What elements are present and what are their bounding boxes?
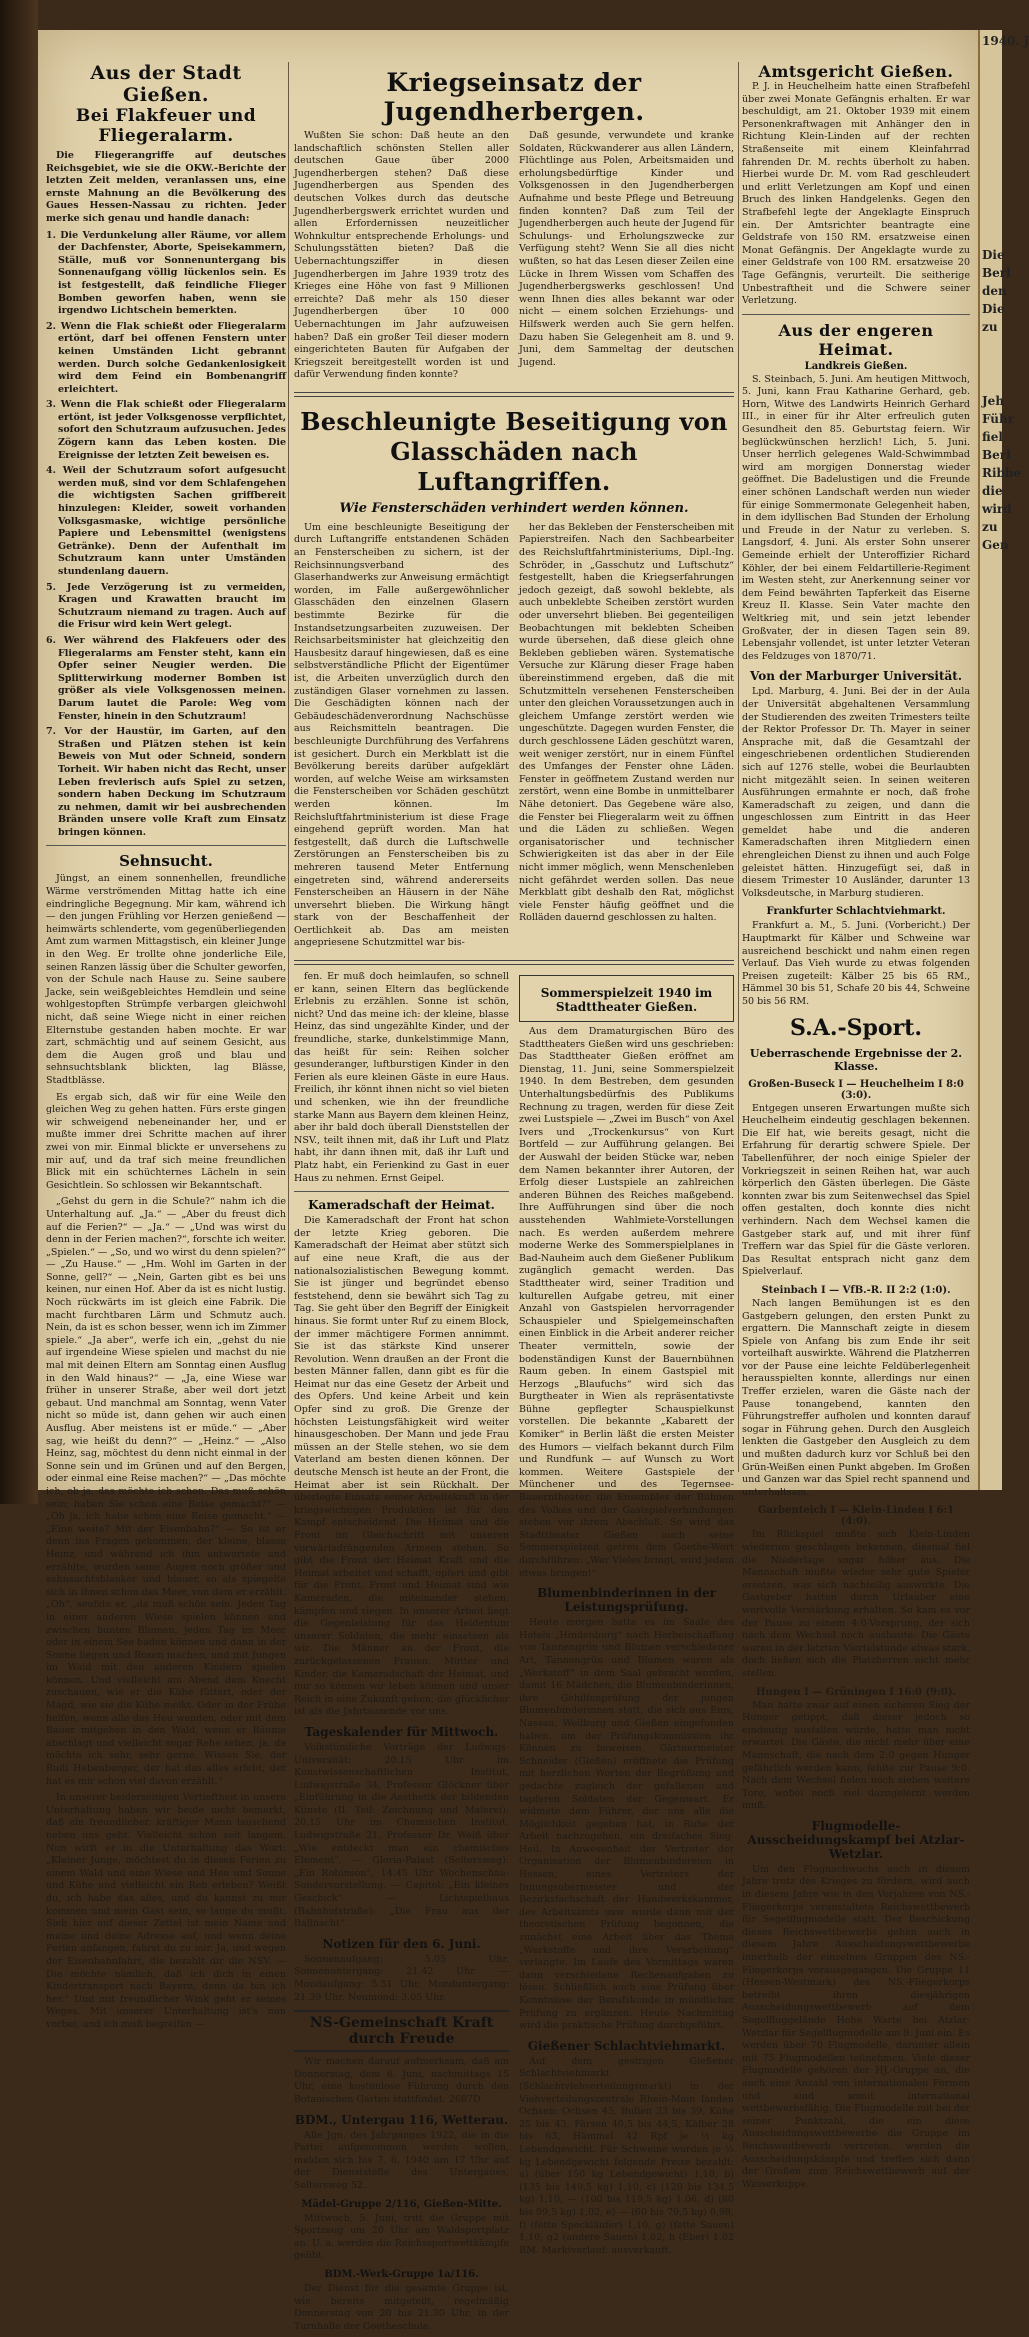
article-text: her das Bekleben der Fensterscheiben mit Papierstreifen. Nach den Sachbearbeiter des Reichsluftfahrtministeriums, Dipl.-Ing. Schröder, in „Gasschutz und Luftschutz“ festgestellt, haben die Kriegserfahrungen jedoch gezeigt, daß sowohl beklebte, als auch unbeklebte Scheiben zerstört wurden oder unversehrt blieben. Bei gegenteiligen Beobachtungen mit beklebten Scheiben wurde übersehen, daß diese gleich ohne Bekleben geblieben wären. Systematische Versuche zur Klärung dieser Frage haben übereinstimmend ergeben, daß die mit Schutzmitteln versehenen Fensterscheiben unter den gleichen Voraussetzungen auch in gleichem Umfange zerstört werden wie ungeschützte. Dagegen wurden Fenster, die durch geschlossene Läden geschützt waren, weit weniger zerstört, nur in einem Fünftel des Umfanges der Fenster ohne Läden. Fenster in geöffnetem Zustand werden nur zerstört, wenn eine Bombe in unmittelbarer Nähe detoniert. Das Gegebene wäre also, die Fenster bei Fliegeralarm weit zu öffnen und die Läden zu schließen. Wegen organisatorischer und technischer Schwierigkeiten ist das aber in der Eile nicht immer möglich, wenn Menschenleben nicht gefährdet werden sollen. Das neue Merkblatt gibt deshalb den Rat, möglichst viele Fenster häufig geöffnet und die Rolläden dauernd geschlossen zu halten.: [519, 521, 734, 924]
edge-text: Die: [982, 302, 1005, 316]
edge-text: Führ: [982, 412, 1015, 426]
edge-text: wird: [982, 502, 1012, 516]
column-rule-2: [738, 62, 739, 1472]
divider: [294, 392, 734, 397]
heading-blumenbinderinnen: Blumenbinderinnen in der Leistungsprüfung.: [537, 1586, 716, 1615]
heading-frankfurt: Frankfurter Schlachtviehmarkt.: [766, 906, 946, 918]
heading-marburg: Von der Marburger Universität.: [749, 669, 962, 684]
column-left: [46, 62, 286, 2036]
article-text: Nach langen Bemühungen ist es den Gastgebern gelungen, den ersten Punkt zu ergattern. Die Mannschaft zeigte in diesem Spiele von Anfang bis zum Ende ihr seit vorteilhaft auswirkte. Während die Platzherren vor der Pause eine leichte Feldüberlegenheit herausspielten konnte, allerdings nur einen Treffer erzielen, waren die Gäste nach der Pause tonangebend, kannten den Führungstreffer aufholen und konnten darauf sogar in Führung gehen. Durch den Ausgleich lenkten die Gastgeber den Ausgleich zu dem und mußten dadurch kurz vor Schluß bei den Grün-Weißen einen Punkt abgeben. Im Großen und Ganzen war das Spiel recht spannend und unterhaltsam.: [742, 1297, 970, 1498]
binding-gutter: [0, 0, 38, 1504]
edge-text: zu: [982, 520, 998, 534]
flak-rule: 6. Wer während des Flakfeuers oder des Fliegeralarms am Fenster steht, kann ein Opfer seiner Neugier werden. Die Splitterwirkung moderner Bomben ist größer als viele Volksgenossen meinen. Darum lautet die Parole: Weg vom Fenster, hinein in den Schutzraum!: [46, 634, 286, 722]
article-text: Man hatte zwar auf einen sicheren Sieg der Hunger getippt, daß dieser jedoch so eindeutig ausfallen würde, hatte man nicht erwartet. Die Gäste, die nicht mehr über eine Mannschaft, die nach dem 2:0 gegen Hunger gefährlich werden kann, fehlte zur Pause 9:0. Nach dem Wechsel fielen noch sieben weitere Tore, wobei noch viel dazugelernt werden muß.: [742, 1699, 970, 1812]
article-text: Wir machen darauf aufmerksam, daß am Donnerstag, dem 6. Juni, nachmittags 15 Uhr, eine kostenlose Führung durch den Botanischen Garten stattfindet. 2687D: [294, 2056, 509, 2105]
article-text: S. Steinbach, 5. Juni. Am heutigen Mittwoch, 5. Juni, kann Frau Katharine Gerhard, geb. Horn, Witwe des Landwirts Heinrich Gerhard III., in einer für ihr Alter erfreulich guten Gesundheit den 85. Geburtstag feiern. Wir beglückwünschen herzlich! Lich, 5. Juni. Unser herrlich gelegenes Wald-Schwimmbad wird am morgigen Donnerstag wieder geöffnet. Die Badelustigen und die Freunde einer schönen Landschaft werden nun wieder für einige Sommermonate Gelegenheit haben, in dem idyllischen Bad Stunden der Erholung und Freude in der Natur zu verleben. S. Langsdorf, 4. Juni. Als erster Sohn unserer Gemeinde erhielt der Unteroffizier Richard Köhler, der bei einem Feldartillerie-Regiment im Westen steht, zur Anerkennung seiner vor dem Feind bewährten Tapferkeit das Eiserne Kreuz II. Klasse. Sein Vater machte den Weltkrieg mit, und sein jetzt lebender Großvater, der in diesen Tagen sein 89. Lebensjahr vollendet, ist unter letzter Veteran des Feldzuges von 1870/71.: [742, 373, 970, 662]
newspaper-page: [38, 30, 978, 2332]
column-right: [742, 62, 970, 2195]
edge-text: den: [982, 284, 1007, 298]
heading-sa-sport: S.A.-Sport.: [790, 1014, 922, 1041]
article-text: Entgegen unseren Erwartungen mußte sich Heuchelheim eindeutig geschlagen bekennen. Die Elf hat, wie bereits gesagt, nicht die Erfahrung für derartig schwere Spiele. Der Tabellenführer, der noch einige Spieler der Vorkriegszeit in seinen Reihen hat, war auch körperlich den Gästen überlegen. Die Gäste konnten zwar bis zum Seitenwechsel das Spiel offen gestalten, doch konnte dies nicht verhindern. Nach dem Wechsel kamen die Gastgeber stark auf, und mit ihrer fünf Treffern war das Spiel für die Gäste verloren. Das Resultat entsprach nicht ganz dem Spielverlauf.: [742, 1102, 970, 1278]
edge-text: Die: [982, 248, 1005, 262]
divider: [742, 314, 970, 315]
heading-schlachtviehmarkt: Gießener Schlachtviehmarkt.: [527, 2038, 726, 2053]
heading-sommerspielzeit: Sommerspielzeit 1940 im Stadttheater Gießen.: [540, 986, 713, 1015]
edge-text: Ribbe: [982, 466, 1021, 480]
flak-rule: 2. Wenn die Flak schießt oder Fliegeralarm ertönt, darf bei offenen Fenstern unter keinen Umständen Licht gebrannt werden. Durch solche Gedankenlosigkeit wird dem Feind ein Bombenangriff erleichtert.: [46, 320, 286, 395]
heading-bdm: BDM., Untergau 116, Wetterau.: [294, 2112, 509, 2127]
section-heading-city: Aus der Stadt Gießen.: [90, 62, 242, 106]
subheading-landkreis: Landkreis Gießen.: [804, 360, 908, 372]
subheadline-glass-damage: Wie Fensterschäden verhindert werden können.: [339, 500, 689, 516]
story-paragraph: „Gehst du gern in die Schule?“ nahm ich die Unterhaltung auf. „Ja.“ — „Aber du freust dich auf die Ferien?“ — „Ja.“ — „Und was wirst du denn in der Ferien machen?“, forschte ich weiter. „Spielen.“ — „So, und wo wirst du denn spielen?“ — „Zu Hause.“ — „Hm. Wohl im Garten in der Sonne, gell?“ — „Nein, Garten gibt es bei uns keinen, nur einen Hof. Aber da ist es nicht lustig. Noch rückwärts im ist gleich eine Fabrik. Die macht furchtbaren Lärm und Schmutz auch. Nein, da ist es schon besser, wenn ich im Zimmer spiele.“ „Ja aber“, werfe ich ein, „gehst du nie auf irgendeine Wiese spielen und machst du nie mal mit deinen Eltern am Sonntag einen Ausflug in den Wald hinaus?“ — „Ja, eine Wiese war früher in unserer Straße, aber weil dort jetzt gebaut. Und manchmal am Sonntag, wenn Vater nicht so müde ist, dann gehen wir auch einen Ausflug. Aber meistens ist er müde.“ — „Aber sag, wie heißt du denn?“ — „Heinz.“ — „Also Heinz, sag, möchtest du denn nicht einmal in der Sonne sein und im Grünen und auf den Bergen, oder einmal eine Reise machen?“ — „Das möchte ich, ob ja, das möchte ich schon. Das muß schön sein; haben Sie schon eine Reise gemacht?“ — „Oh ja, ich habe schon eine Reise gemacht.“ — „Eine weite? Mit der Eisenbahn?“ — So ist er denn ins Fragen gekommen, der kleine, blasse Heinz, und während ich ihm antwortete und erzählte, wurden seine Augen noch größer und sehnsuchtsblanker und blauer, so als spiegelte sich in ihnen schon das Meer, von dem er erzählt. „Oh“, seufzte er, „da muß schön sein. Jeden Tag in einer anderen Wiese spielen können und zwischen bunten Blumen, jeden Tag im Meer oder in einem See baden können und dann in der Sonne liegen und Rosen machen, und mit Jungen im Wald mit den anderen Kindern spielen können. Und vielleicht am Abend dem Knecht zuschauen, wie er die Kühe füttert, oder der Magd, wie sie die Kühe melkt. Oder in der Frühe helfen, wenn alle das Heu wenden, oder mit dem Bauer mitgehen in den Wald, wenn er Bäume abschlagt und vielleicht sogar Rehe sehen, ja, da möchte ich sehr, sehr gerne. Wissen Sie, der Rudi Hebenberger, der hat das alles erlebt, der hat es mir schon viel davon erzählt.“: [46, 1196, 286, 1787]
heading-amtsgericht: Amtsgericht Gießen.: [758, 62, 954, 81]
article-text: P. J. in Heuchelheim hatte einen Strafbefehl über zwei Monate Gefängnis erhalten. Er war beschuldigt, am 21. Oktober 1939 mit einem Personenkraftwagen mit Anhänger den in Richtung Klein-Linden auf der rechten Straßenseite mit einem Kleinfahrrad fahrenden Dr. M. rechts überholt zu haben. Hierbei wurde Dr. M. vom Rad geschleudert und erlitt Verletzungen am Kopf und einen Bruch des linken Handgelenks. Gegen den Strafbefehl legte der Angeklagte Einspruch ein. Der Amtsrichter beantragte eine Geldstrafe von 150 RM. ersatzweise einen Monat Gefängnis. Der Angeklagte wurde zu einer Geldstrafe von 100 RM. ersatzweise 20 Tage Gefängnis, verurteilt. Die seitherige Unbestraftheit und die Schwere seiner Verletzung.: [742, 81, 970, 307]
story-continuation: fen. Er muß doch heimlaufen, so schnell er kann, seinen Eltern das beglückende Erlebnis zu erzählen. Sonne ist schön, nicht? Und das meine ich: der kleine, blasse Heinz, das sind ungezählte Kinder, und der freundliche, starke, dunkelstimmige Mann, das heißt für sein: Reihen solcher gesunderanger, luftburstigen Kinder in den Ferien als eure kleinen Gäste in eure Haus. Freilich, ihr könnt ihnen nicht so viel bieten und schenken, wie ihn der freundliche starke Mann aus Bayern dem kleinen Heinz, aber ihr bald doch überall Dienststellen der NSV., teilt ihnen mit, daß ihr Luft und Platz habt, ihr dann ihnen mit, daß ihr Luft und Platz habt, ein Ferienkind zu Gast in euer Haus zu nehmen. Ernst Geipel.: [294, 971, 509, 1184]
article-text: Daß gesunde, verwundete und kranke Soldaten, Rückwanderer aus allen Ländern, Flüchtlinge aus Polen, Arbeitsmaiden und erholungsbedürftige Kinder und Volksgenossen in den Jugendherbergen Aufnahme und beste Pflege und Betreuung finden konnten? Daß zum Teil der Jugendherbergen auch heute der Jugend für Schulungs- und Erholungszwecke zur Verfügung steht? Wenn Sie all dies nicht wußten, so hat das Lesen dieser Zeilen eine Lücke in Ihrem Wissen vom Schaffen des Jugendherbergswerks geschlossen! Und wenn Ihnen dies alles bekannt war oder nicht — einem solchen Erziehungs- und Hilfswerk werden auch Sie gern helfen. Dazu haben Sie Gelegenheit am 8. und 9. Juni, dem Sammeltag der deutschen Jugend.: [519, 130, 734, 368]
heading-kameradschaft: Kameradschaft der Heimat.: [308, 1198, 495, 1213]
match-result: Steinbach I — VfB.-R. II 2:2 (1:0).: [761, 1284, 951, 1296]
headline-flak: Bei Flakfeuer und Fliegeralarm.: [75, 106, 257, 146]
headline-youth-hostels: Kriegseinsatz der Jugendherbergen.: [383, 68, 645, 126]
edge-text: fiel: [982, 430, 1003, 444]
article-text: Mittwoch, 5. Juni, tritt die Gruppe mit Sportzeug um 20 Uhr am Waldsportplatz an. U. a. werden die Reichssportwettkämpfe geübt.: [294, 2212, 509, 2262]
subheading-sport: Ueberraschende Ergebnisse der 2. Klasse.: [749, 1046, 963, 1073]
article-text: Lpd. Marburg, 4. Juni. Bei der in der Aula der Universität abgehaltenen Versammlung der Studierenden des zweiten Trimesters teilte der Rektor Professor Dr. Th. Mayer in seiner Ansprache mit, daß die Gesamtzahl der eingeschriebenen ordentlichen Studierenden sich auf 1276 stelle, wobei die Beurlaubten nicht mitgezählt seien. In seinen weiteren Ausführungen ermahnte er noch, daß frohe Kameradschaft zu zeigen, und dann die ungeschlossen zum Eintritt in das Heer gemeldet habe und die anderen Kameradschaften ihren Mitgliedern einen ehrengleichen Dienst zu ihnen und auch Folge geleistet hätten. Hinzugefügt sei, daß in diesem Trimester 10 Ausländer, darunter 13 Volksdeutsche, in Marburg studieren.: [742, 686, 970, 899]
edge-text: zu: [982, 320, 998, 334]
column-rule-1: [288, 62, 289, 1472]
article-text: Aus dem Dramaturgischen Büro des Stadttheaters Gießen wird uns geschrieben: Das Stadttheater Gießen eröffnet am Dienstag, 11. Juni, seine Sommerspielzeit 1940. In dem Bestreben, dem gesunden Unterhaltungsbedürfnis des Publikums Rechnung zu tragen, werden für diese Zeit zwei Lustspiele — „Zwei im Busch“ von Axel Ivers und „Trockenkursus“ von Kurt Bortfeld — zur Aufführung gelangen. Bei der Auswahl der beiden Stücke war, neben dem Namen bekannter ihrer Autoren, der Erfolg dieser Lustspiele an zahlreichen anderen Bühnen des Reiches maßgebend. Ihre Aufführungen sind über die noch ausstehenden Wahlmiete-Vorstellungen nach. Es werden außerdem mehrere moderne Werke des Sommerspielplanes in Bad-Nauheim auch dem Gießener Publikum zugänglich gemacht werden. Das Stadttheater wird, seiner Tradition und kulturellen Aufgabe getreu, mit einer Anzahl von Gastspielen hervorragender Schauspieler und Spielgemeinschaften einen Einblick in die Arbeit anderer reicher Theater vermitteln, sowie der bodenständigen Kunst der Bauernbühnen Raum geben. In einem Gastspiel mit Herzogs „Blaufuchs“ wird sich das Burgtheater in Wien als repräsentativste Bühne gepflegter Schauspielkunst vorstellen. Die bekannte „Kabarett der Komiker“ in Berlin läßt die ersten Meister des Humors — vielfach bekannt durch Film und Rundfunk — auf Wunsch zu Wort kommen. Weitere Gastspiele der Münchener und des Tegernsee-Bauerntheater, die Ensembles der Bühnen des Volkes und der Gastspielverbindungen stehen vor ihrem Abschluß. So wird das Stadttheater Gießen auch seine Sommerspielzeit getreu dem Goethe-Wort durchführen: „Wer Vieles bringt, wird jedem etwas bringen!“: [519, 1026, 734, 1579]
heading-maedel: Mädel-Gruppe 2/116, Gießen-Mitte.: [301, 2198, 502, 2210]
article-text: Heute morgen hatte es im Saale des Hotels „Hindenburg“ nach Herbeischaffung von Tannengrün und Blumen verschiedener Art, Tannengrün und Blumen waren als „Werkstoff“ in dem Saal gebracht worden, damit 16 Mädchen, die Blumenbinderinnen, ihre Gehilfenprüfung der jungen Blumenbinderinnen statt, die sich aus Ems, Nassau, Weilburg und Gießen eingefunden haben, um der Prüfungskommission ihr Können zu beweisen. Gärtnermeister Schneider (Gießen) eröffnete die Prüfung mit herzlichen Worten der Begrüßung und gedachte zugleich der gefallenen und tapferen Soldaten der Gegenwart. Er widmete dem Führer, der uns alle die Möglichkeit gegeben hat, in Ruhe der Arbeit nachzugehen, ein dreifaches Sieg-Heil. In Anwesenheit der Vertreter der Organisation der Blumenbindereien in Hessen, eines Vertreters der Innungsobermeister und der Bezirksfachschaft der Handwerkskammer, des Arbeitsamts usw. wurde dann mit der theoretischen Prüfung begonnen, die zunächst eine Arbeit über das Thema „Werkstoffe und ihre Verarbeitung“ verlangte. Im Laufe des Vormittags waren dann verschiedene Rechenaufgaben zu lösen. Schließlich auch eine Prüfung über Kenntnisse der Berufskunde in mündlicher Prüfung zu ergänzen. Heute Nachmittag wird die praktische Prüfung durchgeführt.: [519, 1617, 734, 2032]
edge-text: 1940. J: [982, 34, 1029, 48]
story-heading: Sehnsucht.: [119, 852, 213, 871]
story-paragraph: Es ergab sich, daß wir für eine Weile den gleichen Weg zu gehen hatten. Fürs erste gingen wir schweigend nebeneinander her, und er mußte immer drei Schritte machen auf ihrer zwei von mir. Einmal blickte er unversehens zu mir auf, und da traf sich meine freundlichen Blick mit ein schüchternes Lächeln in sein Gesichtlein. So schlossen wir Bekanntschaft.: [46, 1091, 286, 1191]
lower-section: [294, 971, 734, 2337]
divider: [294, 960, 734, 965]
match-result: Hungen I — Grüningen I 16:0 (9:0).: [755, 1686, 957, 1698]
headline-glass-damage: Beschleunigte Beseitigung von Glasschäden nach Luftangriffen.: [300, 406, 728, 496]
article-text: Alle Jgn. des Jahrganges 1922, die in die Partei aufgenommen werden wollen, melden sich bis 7. 6. 1940 um 17 Uhr auf der Dienststelle des Untergaues, Seltersweg 52.: [294, 2129, 509, 2191]
story-paragraph: Jüngst, an einem sonnenhellen, freundliche Wärme verströmenden Mittag hatte ich eine eindringliche Begegnung. Mir kam, während ich — den jungen Frühling vor Herzen genießend — heimwärts schlenderte, vom gegenüberliegenden Amt zum warmen Mittagstisch, ein kleiner Junge in den Weg. Er trollte ohne jonderliche Eile, seinen Ranzen lässig über die Schulter geworfen, von der Schule nach Hause zu. Seine saubere Jacke, sein weißgebleichtes Hemdlein und seine wohlgestopften Strümpfe verbargen gleichwohl nicht, daß seine Wiege nicht in einer reichen Elternstube gestanden haben mochte. Er war zart, schmächtig und auf seinem Gesicht, aus dem die Augen groß und blau und sehnsuchtsblank blickten, lag Blässe, Stadtblässe.: [46, 873, 286, 1086]
article-text: Sonnenaufgang: 5.05 Uhr, Sonnenuntergang: 21.42 Uhr. — Mondaufgang: 5.51 Uhr, Monduntergang: 21.39 Uhr. Neumond: 3.05 Uhr.: [294, 1953, 509, 2003]
edge-text: Jeh: [982, 394, 1005, 408]
edge-text: Gen: [982, 538, 1009, 552]
match-result: Großen-Buseck I — Heuchelheim I 8:0 (3:0).: [748, 1078, 964, 1101]
heading-engere-heimat: Aus der engeren Heimat.: [778, 320, 934, 359]
article-text: Im Rückspiel mußte sich Klein-Linden wiederum geschlagen bekennen, diesmal fiel die Niederlage sogar höher aus. Die Mannschaft mußte wieder sehr gute Spieler ersetzen, was sich nachteilig auswirkte. Die Gastgeber hatten durch Urlauber eine wertvolle Verstärkung erhalten. So kam es vor der Pause zu einem 4:0-Vorsprung, der sich nach dem Wechsel noch ausbaute. Die Gäste waren in der letzten Viertelstunde etwas stark, doch ließen sich die Platzherren nicht mehr stellen.: [742, 1529, 970, 1679]
article-text: Um eine beschleunigte Beseitigung der durch Luftangriffe entstandenen Schäden an Fensterscheiben zu sichern, ist der Reichsinnungsverband des Glaserhandwerks zur Anweisung ermächtigt worden, im Falle außergewöhnlicher Glasschäden den einzelnen Glasern bestimmte Bezirke für die Instandsetzungsarbeiten zuzuweisen. Der Reichsarbeitsminister hat gleichzeitig den Hausbesitz darauf hingewiesen, daß es eine selbstverständliche Pflicht der Eigentümer ist, die Arbeiten unverzüglich durch den zuständigen Glaser vornehmen zu lassen. Die Geschädigten können nach der Gebäudeschädenverordnung Nachschüsse aus Reichsmitteln beantragen. Die beschleunigte Durchführung des Verfahrens ist gesichert. Durch ein Merkblatt ist die Bevölkerung bereits darüber aufgeklärt worden, auf welche Weise am wirksamsten die Fensterscheiben vor Schäden geschützt werden können. Im Reichsluftfahrtministerium ist diese Frage eingehend geprüft worden. Man hat festgestellt, daß durch die Luftschwelle Zerstörungen an Fensterscheiben bis zu mehreren tausend Meter Entfernung eingetreten sind, während andererseits Fensterscheiben an Häusern in der Nähe unversehrt blieben. Die Wirkung hängt stark von der Beschaffenheit der Oertlichkeit ab. Das am meisten angepriesene Schutzmittel war bis-: [294, 521, 509, 949]
flak-rule: 1. Die Verdunkelung aller Räume, vor allem der Dachfenster, Aborte, Speisekammern, Ställe, muß vor Sonnenuntergang bis Sonnenaufgang völlig lückenlos sein. Es ist festgestellt, daß feindliche Flieger Bomben geworfen haben, wenn sie irgendwo Lichtschein bemerkten.: [46, 229, 286, 317]
adjacent-page-edge: [978, 30, 1029, 1490]
edge-text: Berl: [982, 448, 1011, 462]
lower-left: [294, 971, 509, 2337]
article-text: Frankfurt a. M., 5. Juni. (Vorbericht.) Der Hauptmarkt für Kälber und Schweine war ausreichend beschickt und nahm einen regen Verlauf. Das Vieh wurde zu etwas folgenden Preisen zugeteilt: Kälber 25 bis 65 RM., Hämmel 30 bis 51, Schafe 20 bis 44, Schweine 50 bis 56 RM.: [742, 920, 970, 1007]
edge-text: die: [982, 484, 1003, 498]
flak-rule: 7. Vor der Haustür, im Garten, auf den Straßen und Plätzen stehen ist kein Beweis von Mut oder Schneid, sondern Torheit. Wir haben nicht das Recht, unser Leben frevlerisch aufs Spiel zu setzen, sondern haben Deckung im Schutzraum zu nehmen, damit wir bei ausbrechenden Bränden unsere volle Kraft zum Einsatz bringen können.: [46, 726, 286, 838]
edge-text: Berl: [982, 266, 1011, 280]
lower-right: [519, 971, 734, 2337]
article-text: Der Dienst für die gesamte Gruppe ist, wie bereits mitgeteilt, regelmäßig Donnerstag von 20 bis 21.30 Uhr, in der Turnhalle der Goetheschule.: [294, 2282, 509, 2332]
article-text: Volkstümliche Vorträge der Ludwigs-Universität: 20.15 Uhr im Kunstwissenschaftlichen Institut, Ludwigstraße 34, Professor Glöckner über „Einführung in die Aesthetik der bildenden Künste (II. Teil: Zeichnung und Malerei); 20.15 Uhr im Chemischen Institut, Ludwigstraße 21, Professor Dr. Weiß über „Wie entdeckt man ein chemisches Element“. — Gloria-Palast (Seltersweg): „Ein Robinson“, 14.45 Uhr Wochenschau-Sondervorstellung. — Capitol: „Ein kleines Geschick“ — Lichtspielhaus (Bahnhofstraße): „Die Frau aus der Ballnacht“.: [294, 1741, 509, 1930]
heading-flugmodelle: Flugmodelle-Ausscheidungskampf bei Atzlar-Wetzlar.: [747, 1818, 965, 1861]
divider: [46, 845, 286, 846]
article-text: Um den Flugnachwuchs auch in diesem Jahre trotz des Krieges zu fördern, wird auch in diesem Jahre wie in den Vorjahren von NS.-Fliegerkorps veranstaltete Reichswettbewerb für Segelflugmodelle statt. Der Beschickung dieses Reichswettbewerbs gehen auch in diesem Jahre Ausscheidungswettbewerbe innerhalb der einzelnen Gruppen des NS.-Fliegerkorps vorausgegangen. Die Gruppe 11 (Hessen-Westmark) des NS.-Fliegerkorps betreibt ihren diesjährigen Ausscheidungswettbewerb auf dem Segelfluggelände Hohe Warte bei Atzlar-Wetzlar für Segelflugmodelle am 9. Juni ein. Es werden über 70 Flugmodelle, darunter allein mit 75 Flugmodellen teilnehmen. Viele dieser Flugmodelle gehören der HJ.-Gruppe an, die auch eine Anzahl von internationalen Formen und sind somit international wettbewerbsfähig. Die Flugmodelle mit bei der seiner Punktzahl, die ein diese Ausscheidungswettbewerbe die Gruppe im Reichsweitbewerb vertreten, werden die Ausscheidungskämpfe und treffen sich dann der Großen zum Reichswettbewerb auf der Wasserkuppe.: [742, 1863, 970, 2190]
article-text: Auf dem gestrigen Gießener Schlachtviehmarkt (Schlachtviehverteilungsmarkt) in der Viehverteilungszentrale Rhein-Main fanden Ochsen: Ochsen 45, Bullen 33 bis 39, Kühe 25 bis 43, Färsen 40,5 bis 44,5, Kälber 28 bis 63, Hämmel 42 Rpf je ½ kg Lebendgewicht. Für Schweine wurden je ½ kg Lebendgewicht folgende Preise bezahlt: a) (über 150 kg Lebendgewicht) 1,10, b) (135 bis 149,5 kg) 1,10, c) (120 bis 134,5 kg) 1,10, — (100 bis 119,5 kg) 1,06, d) (80 bis 99,5 kg) 1,02, e) — (60 bis 79,5 kg) 0,98, f) (fette Speckläufer) 1,10, g) (fette Sauen) 1,10, g2 (andere Sauen) 1,02, h (Eber) 1,02 RM. Marktverlauf: ausverkauft.: [519, 2055, 734, 2256]
article-text: Die Kameradschaft der Front hat schon der letzte Krieg geboren. Die Kameradschaft der Heimat aber stützt sich auf eine neue Kraft, die aus der nationalsozialistischen Bewegung kommt. Sie ist jünger und begründet ebenso feststehend, denn sie bewährt sich Tag zu Tag. Sie geht über den Begriff der Einigkeit hinaus. Sie formt unter Ruf zu einem Block, der immer mächtigere Formen annimmt. Sie ist das stärkste Kind unserer Revolution. Wenn draußen an der Front die besten Männer fallen, dann gibt es für die Heimat nur das eine Gesetz der Arbeit und des Opfers. Und keine Arbeit und kein Opfer sind zu groß. Die Grenze der höchsten Leistungsfähigkeit wird weiter hinausgeschoben. Der Mann und jede Frau müssen an der Stelle stehen, wo sie dem Vaterland am besten dienen können. Der deutsche Mensch ist heute an der Front, die Heimat aber ist sein Rückhalt. Der überlegte Einsatz seiner Arbeitskraft in der kriegswichtigen Produktion ist für den Kampf entscheidend. Die Heimat und die Front im Gleichschritt mit unseren vorwärtsdrängenden Armeen stehen. So gibt die Front der Heimat Kraft und die Heimat arbeitet und schafft, opfert und gibt für die Front. Front und Heimat sind wie Kameraden, die miteinander stehen, kämpfen und siegen. In unserer Arbeit liegt die Gegenleistung für das Heldentum unserer Soldaten, die mehr einsetzen als wir. Die Männer an der Front, die zurückgelassenen Frauen, Mütter und Kinder, die Kameradschaft der Heimat, und nur so können wir leben können und unser Reich in eine Zukunft gehen, die glücklicher ist als die Jahrtausende vor uns.: [294, 1215, 509, 1718]
story-paragraph: In unserer beiderseitigen Vertieftheit in unsere Unterhaltung haben wir beide nicht bemerkt, daß ein freundlicher, kräftiger Mann lauschend neben uns geht. Vielleicht schon seit langem. Nun wirft er in die Unterhaltung das Wort: „Kleiner Junge, möchtest du in diesen Ferien zu einem Wald und eine Wiese und Heu und Sonne und Kühe und vielleicht ein Reh erleben? Weißt du, ich habe das alles, und du kannst zu mir kommen und mein Gast sein, so lange du mußt. Sieh hier auf dieser Zettel ist mein Name und meine und deine Adresse auf, und wenn deine Ferien anfangen, fahrst du zu mir. Ja, und wegen der Eisenbahnfahrt, die bezahlt dir die NSV. — Die möchte nämlich, daß ich dich in einen Kindertransport nach Bayern, denn da bin ich her.“ Und mit freundlicher Wink geht er seines Weges. Mit unserer Unterhaltung ist's nun vorbei, und ich muß begreifen —: [46, 1792, 286, 2030]
article-text: Wußten Sie schon: Daß heute an den landschaftlich schönsten Stellen aller deutschen Gaue über 2000 Jugendherbergen stehen? Daß diese Jugendherbergen aus Spenden des deutschen Volkes durch das deutsche Jugendherbergswerk errichtet wurden und allen Erfordernissen neuzeitlicher Wohnkultur entsprechende Erholungs- und Schulungsstätten bieten? Daß die Uebernachtungsziffer in diesen Jugendherbergen im Jahre 1939 trotz des Krieges eine Höhe von fast 9 Millionen erreichte? Daß mehr als 150 dieser Jugendherbergen über 10 000 Uebernachtungen im Jahr aufzuweisen haben? Daß ein großer Teil dieser modern eingerichteten Bauten für Aufgaben der Kriegszeit bereitgestellt worden ist und dafür Verwendung finden konnte?: [294, 130, 509, 381]
heading-bdm-werk: BDM.-Werk-Gruppe 1a/116.: [324, 2268, 479, 2280]
heading-notizen: Notizen für den 6. Juni.: [322, 1936, 481, 1951]
flak-intro: Die Fliegerangriffe auf deutsches Reichsgebiet, wie sie die OKW.-Berichte der letzten Zeit melden, veranlassen uns, eine ernste Mahnung an die Bevölkerung des Gaues Hessen-Nassau zu richten. Jeder merke sich genau und handle danach:: [46, 150, 286, 224]
match-result: Garbenteich I — Klein-Linden I 6:1 (4:0).: [757, 1505, 955, 1528]
flak-rule: 4. Weil der Schutzraum sofort aufgesucht werden muß, sind vor dem Schlafengehen die wichtigsten Sachen griffbereit hinzulegen: Kleider, soweit vorhanden Volksgasmaske, wichtige persönliche Papiere und Lebensmittel (wenigstens Getränke). Denn der Aufenthalt im Schutzraum kann unter Umständen stundenlang dauern.: [46, 465, 286, 577]
youth-hostels-article: [294, 130, 734, 386]
box-sommerspielzeit: [519, 975, 734, 1022]
divider: [294, 1191, 509, 1192]
flak-rules-list: [46, 230, 286, 840]
kdf-banner: NS-Gemeinschaft Kraft durch Freude: [294, 2010, 509, 2052]
column-middle: [294, 62, 734, 2337]
flak-rule: 3. Wenn die Flak schießt oder Fliegeralarm ertönt, ist jeder Volksgenosse verpflichtet, sofort den Schutzraum aufzusuchen. Jedes Zögern kann das Leben kosten. Die Ereignisse der letzten Zeit beweisen es.: [46, 399, 286, 461]
flak-rule: 5. Jede Verzögerung ist zu vermeiden, Kragen und Krawatten braucht im Schutzraum niemand zu tragen. Auch auf die Frisur wird kein Wert gelegt.: [46, 581, 286, 631]
heading-tageskalender: Tageskalender für Mittwoch.: [304, 1724, 499, 1739]
glass-damage-article: [294, 522, 734, 954]
